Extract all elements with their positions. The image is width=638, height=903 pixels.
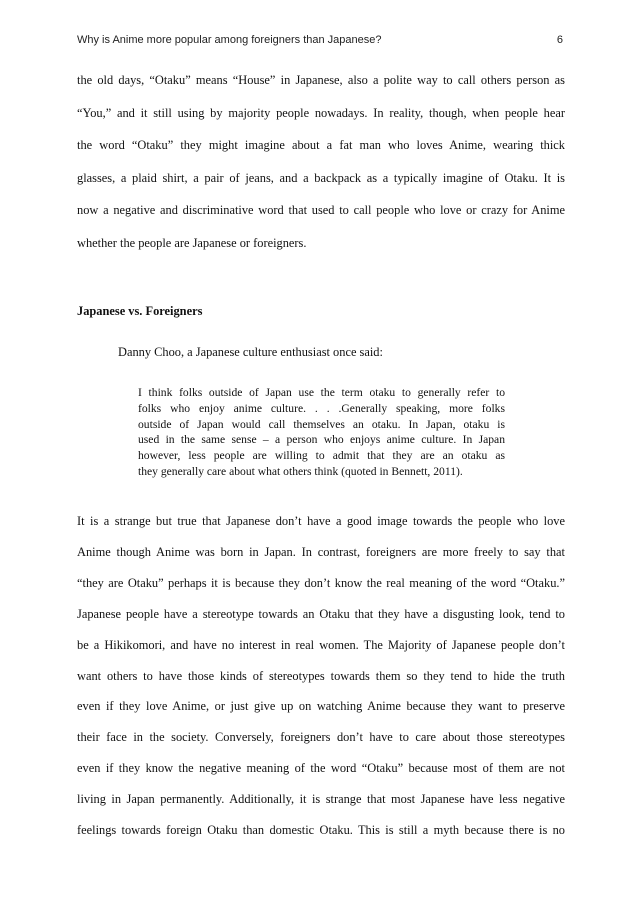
text-line: even if they love Anime, or just give up on watching Anime because they want to preserve bbox=[77, 699, 565, 714]
text-line: want others to have those kinds of stereotypes towards them so they tend to hide the truth bbox=[77, 668, 565, 683]
text-line: their face in the society. Conversely, foreigners don’t have to care about those stereotypes bbox=[77, 730, 565, 745]
block-quote bbox=[138, 385, 505, 480]
text-line: whether the people are Japanese or foreigners. bbox=[77, 235, 307, 250]
text-line: now a negative and discriminative word that used to call people who love or crazy for Anime bbox=[77, 203, 565, 218]
quote-line: used in the same sense – a person who enjoys anime culture. In Japan bbox=[138, 433, 505, 447]
text-line: “You,” and it still using by majority people nowadays. In reality, though, when people hear bbox=[77, 105, 565, 120]
quote-line: folks who enjoy anime culture. . . .Generally speaking, more folks bbox=[138, 401, 505, 415]
text-line: glasses, a plaid shirt, a pair of jeans, and a backpack as a typically imagine of Otaku. It is bbox=[77, 170, 565, 185]
text-line: the word “Otaku” they might imagine about a fat man who loves Anime, wearing thick bbox=[77, 138, 565, 153]
quote-line: however, less people are willing to admit that they are an otaku as bbox=[138, 449, 505, 463]
paragraph-continued bbox=[77, 64, 565, 260]
section-heading: Japanese vs. Foreigners bbox=[77, 304, 203, 318]
text-line: “they are Otaku” perhaps it is because they don’t know the real meaning of the word “Otaku.” bbox=[77, 575, 565, 590]
text-line: living in Japan permanently. Additionally, it is strange that most Japanese have less negative bbox=[77, 792, 565, 807]
text-line: It is a strange but true that Japanese don’t have a good image towards the people who love bbox=[77, 514, 565, 528]
quote-intro: Danny Choo, a Japanese culture enthusiast once said: bbox=[118, 345, 383, 359]
paragraph-body bbox=[77, 506, 565, 846]
quote-line: I think folks outside of Japan use the term otaku to generally refer to bbox=[138, 386, 505, 399]
text-line: feelings towards foreign Otaku than domestic Otaku. This is still a myth because there is no bbox=[77, 823, 565, 838]
text-line: the old days, “Otaku” means “House” in Japanese, also a polite way to call others person as bbox=[77, 73, 565, 87]
text-line: Japanese people have a stereotype towards an Otaku that they have a disgusting look, tend to bbox=[77, 606, 565, 621]
text-line: be a Hikikomori, and have no interest in real women. The Majority of Japanese people don’t bbox=[77, 637, 565, 652]
quote-line: they generally care about what others think (quoted in Bennett, 2011). bbox=[138, 464, 463, 478]
page-number: 6 bbox=[556, 34, 563, 46]
text-line: Anime though Anime was born in Japan. In contrast, foreigners are more freely to say that bbox=[77, 544, 565, 559]
running-title: Why is Anime more popular among foreigners than Japanese? bbox=[77, 34, 382, 46]
quote-line: outside of Japan would call themselves an otaku. In Japan, otaku is bbox=[138, 417, 505, 431]
text-line: even if they know the negative meaning of the word “Otaku” because most of them are not bbox=[77, 761, 565, 776]
